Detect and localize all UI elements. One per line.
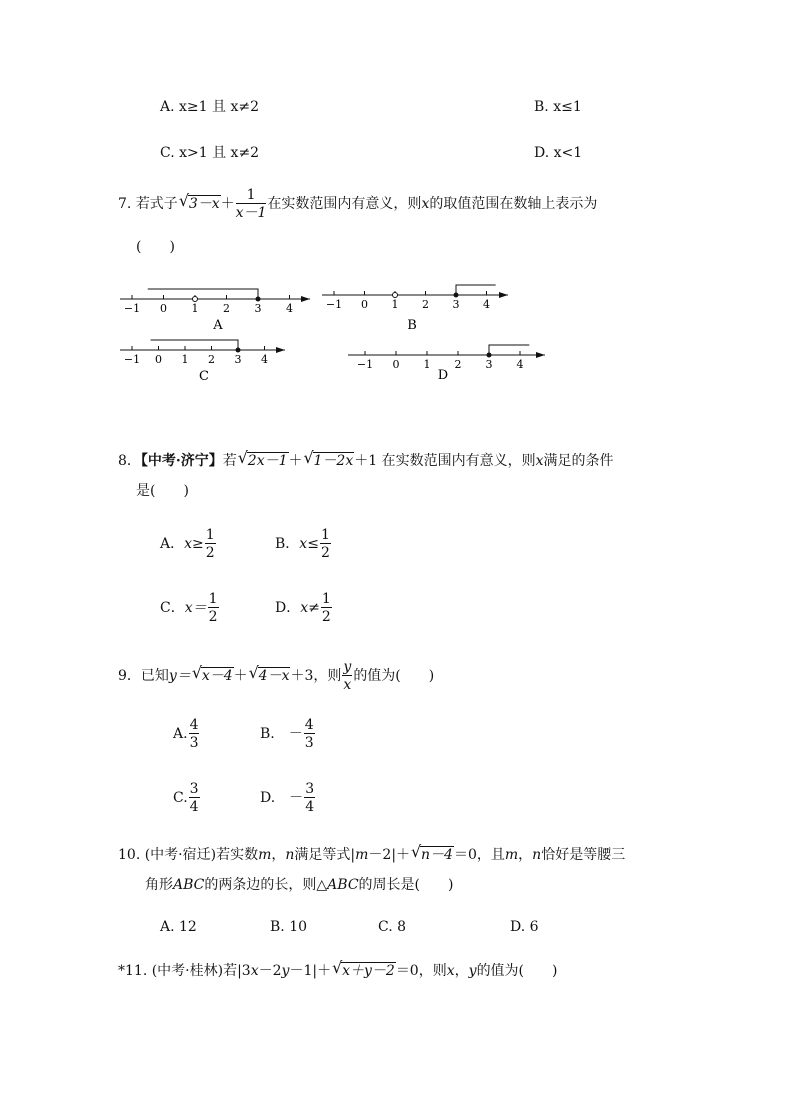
q10-option-a: A. 12 [160, 919, 197, 935]
tick-label: 3 [485, 358, 493, 371]
q10-option-d: D. 6 [510, 919, 539, 935]
q6-option-a: A. x≥1 且 x≠2 [160, 99, 259, 115]
q7-sqrt: √ 3－x [178, 191, 220, 212]
q10-line2: 角形ABC的两条边的长，则△ABC的周长是( ) [145, 877, 454, 893]
tick-label: 2 [422, 298, 429, 311]
q7-fraction: $\frac{1}{x-1}$ [235, 187, 267, 221]
tick-label: 2 [223, 302, 230, 315]
q8-stem: 8．【中考·济宁】若 √ 2x－1＋ √ 1－2x＋1 在实数范围内有意义，则x满足的条件 [118, 448, 614, 469]
number-line-c [120, 340, 285, 384]
q8-option-b: B．x≤ $\frac{1}{2}$ [275, 527, 330, 561]
number-line-d [348, 345, 545, 383]
tick-label: 0 [160, 302, 167, 315]
tick-label: −1 [123, 353, 141, 366]
tick-label: −1 [123, 302, 141, 315]
tick-label: 4 [516, 358, 524, 371]
q9-option-d: D. － $\frac{3}{4}$ [260, 781, 315, 815]
q9-option-c: C. $\frac{3}{4}$ [173, 781, 199, 815]
number-line-a [120, 289, 310, 333]
q7-number-line-figures [0, 275, 790, 395]
tick-label: 4 [286, 302, 293, 315]
tick-label: 3 [254, 302, 262, 315]
q9-option-b: B. － $\frac{4}{3}$ [260, 717, 314, 751]
tick-label: 4 [261, 353, 268, 366]
number-line-b [322, 285, 508, 333]
tick-label: 0 [155, 353, 162, 366]
tick-label: 3 [452, 298, 460, 311]
tick-label: 4 [483, 298, 490, 311]
q6-option-c: C. x>1 且 x≠2 [160, 145, 260, 161]
q8-option-d: D．x≠ $\frac{1}{2}$ [275, 591, 331, 625]
tick-label: 2 [208, 353, 215, 366]
q7-number: 7. [118, 196, 132, 212]
q9-option-a: A. $\frac{4}{3}$ [173, 717, 199, 751]
tick-label: 2 [454, 358, 462, 371]
q10-option-b: B. 10 [270, 919, 308, 935]
q7-stem: 7. 若式子 √ 3－x＋ $\frac{1}{x-1}$ 在实数范围内有意义，则x的取值范围在数轴上表示为 [118, 187, 598, 221]
q7-answer-paren: ( ) [136, 239, 175, 255]
figure-label: D [437, 368, 449, 383]
q8-line2: 是( ) [136, 483, 189, 499]
q11-stem: *11. (中考·桂林)若|3x－2y－1|＋ √ x＋y－2＝0，则x，y的值为( ) [118, 958, 558, 979]
figure-label: C [199, 369, 209, 384]
q9-stem: 9．已知y＝ √ x－4＋ √ 4－x＋3，则 $\frac{y}{x}$ 的值为( ) [118, 659, 435, 693]
tick-label: 1 [191, 302, 199, 315]
q8-option-c: C．x＝ $\frac{1}{2}$ [160, 591, 218, 625]
q10-option-c: C. 8 [378, 919, 407, 935]
tick-label: 1 [181, 353, 189, 366]
tick-label: 1 [423, 358, 431, 371]
figure-label: B [407, 318, 417, 333]
tick-label: 0 [361, 298, 368, 311]
q6-option-d: D. x<1 [534, 145, 583, 161]
q8-option-a: A．x≥ $\frac{1}{2}$ [160, 527, 215, 561]
tick-label: −1 [356, 358, 374, 371]
tick-label: 3 [234, 353, 242, 366]
tick-label: 0 [392, 358, 400, 371]
tick-label: −1 [325, 298, 343, 311]
q10-line1: 10. (中考·宿迁)若实数m，n满足等式|m－2|＋ √ n－4＝0，且m，n恰好是等腰三 [118, 842, 626, 863]
q7-lead: 若式子 [135, 196, 178, 212]
q6-option-b: B. x≤1 [534, 99, 582, 115]
tick-label: 1 [391, 298, 399, 311]
figure-label: A [213, 318, 223, 333]
